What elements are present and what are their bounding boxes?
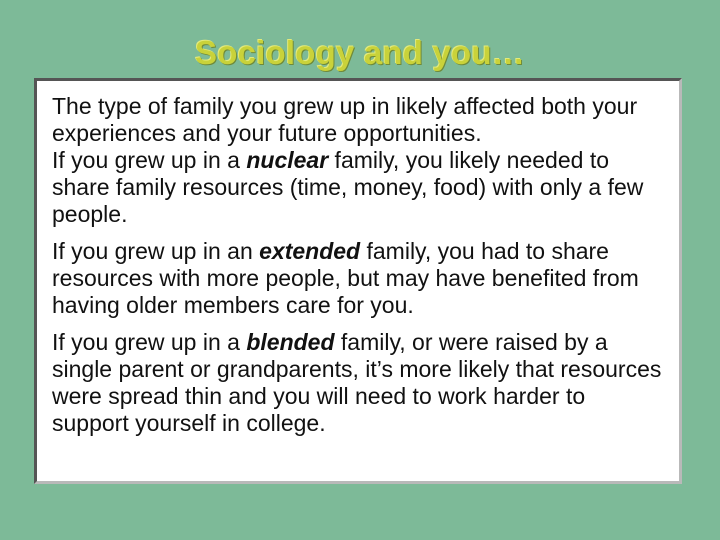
paragraph-extended-after: family, you had to share resources with more people, but may have benefited from having older members care for you. <box>52 238 639 318</box>
slide-title: Sociology and you… <box>195 34 525 71</box>
paragraph-nuclear <box>52 147 667 228</box>
paragraph-extended-before: If you grew up in an <box>52 238 260 264</box>
paragraph-nuclear-after: family, you likely needed to share family resources (time, money, food) with only a few people. <box>52 147 644 227</box>
blended-emphasis: blended <box>246 329 335 355</box>
paragraph-blended-before: If you grew up in a <box>52 329 247 355</box>
paragraph-blended-after: family, or were raised by a single parent or grandparents, it’s more likely that resources were spread thin and you will need to work harder to support yourself in college. <box>52 329 662 436</box>
nuclear-emphasis: nuclear <box>246 147 329 173</box>
paragraph-extended <box>52 238 667 319</box>
paragraph-nuclear-before: If you grew up in a <box>52 147 247 173</box>
paragraph-intro-text: The type of family you grew up in likely affected both your experiences and your future opportunities. <box>52 93 638 146</box>
extended-emphasis: extended <box>259 238 361 264</box>
paragraph-intro <box>52 93 667 147</box>
paragraph-blended <box>52 329 667 437</box>
content-box <box>34 78 682 484</box>
